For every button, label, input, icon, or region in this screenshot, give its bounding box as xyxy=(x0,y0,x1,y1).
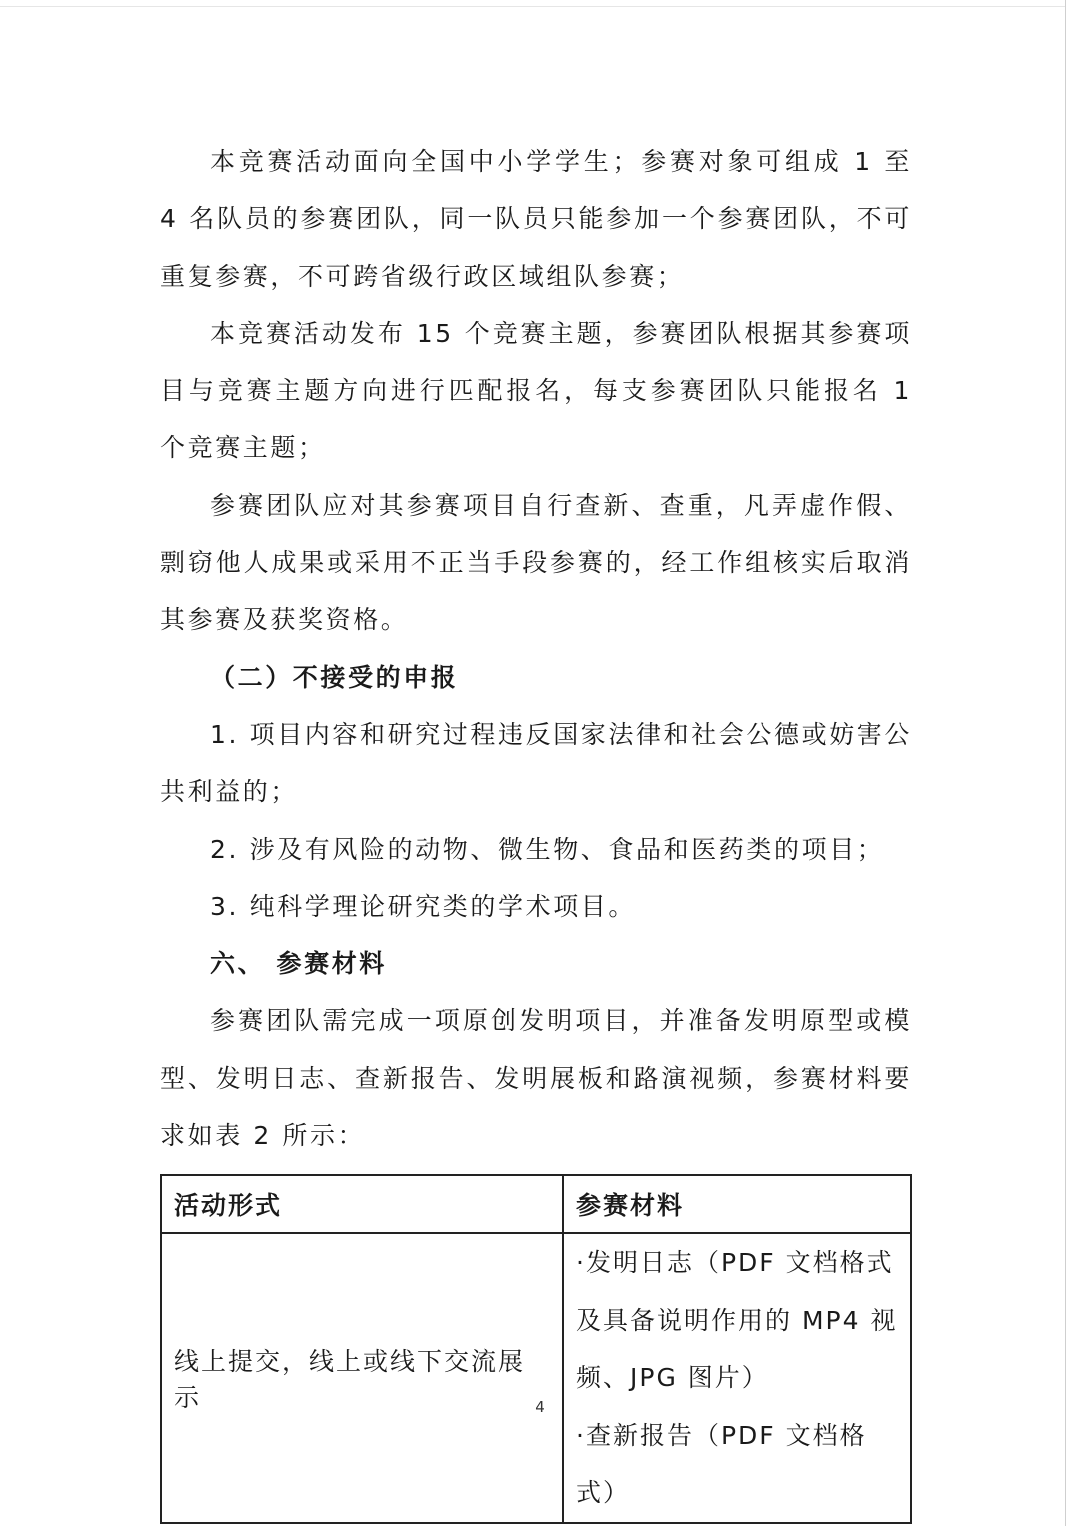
page-number: 4 xyxy=(535,1398,545,1416)
table-header-row xyxy=(161,1175,911,1233)
table-header-activity: 活动形式 xyxy=(161,1175,563,1233)
document-page xyxy=(160,133,912,1524)
section-heading-rejected: （二）不接受的申报 xyxy=(210,662,459,692)
paragraph-eligibility: 本竞赛活动面向全国中小学学生；参赛对象可组成 1 至 4 名队员的参赛团队，同一队员只能参加一个参赛团队，不可重复参赛，不可跨省级行政区域组队参赛； xyxy=(160,147,912,291)
scan-top-edge xyxy=(0,6,1066,7)
table-header-materials: 参赛材料 xyxy=(563,1175,911,1233)
list-item: 1. 项目内容和研究过程违反国家法律和社会公德或妨害公共利益的； xyxy=(160,719,913,807)
material-item: ·发明日志（PDF 文档格式及具备说明作用的 MP4 视频、JPG 图片） xyxy=(576,1248,898,1393)
list-item: 2. 涉及有风险的动物、微生物、食品和医药类的项目； xyxy=(210,834,885,864)
section-heading-materials: 六、 参赛材料 xyxy=(210,949,387,979)
paragraph-materials-intro: 参赛团队需完成一项原创发明项目，并准备发明原型或模型、发明日志、查新报告、发明展板和路演视频，参赛材料要求如表 2 所示： xyxy=(160,1006,912,1151)
paragraph-topics: 本竞赛活动发布 15 个竞赛主题，参赛团队根据其参赛项目与竞赛主题方向进行匹配报名，每支参赛团队只能报名 1 个竞赛主题； xyxy=(160,318,912,463)
material-item: ·查新报告（PDF 文档格式） xyxy=(576,1420,867,1508)
table-row xyxy=(161,1233,911,1523)
table-cell-materials xyxy=(563,1233,911,1523)
materials-table xyxy=(160,1174,912,1524)
scan-right-edge xyxy=(1065,0,1066,1526)
list-item: 3. 纯科学理论研究类的学术项目。 xyxy=(210,891,637,921)
table-cell-activity: 线上提交，线上或线下交流展示 xyxy=(161,1233,563,1523)
paragraph-integrity: 参赛团队应对其参赛项目自行查新、查重，凡弄虚作假、剽窃他人成果或采用不正当手段参赛的，经工作组核实后取消其参赛及获奖资格。 xyxy=(160,490,912,635)
